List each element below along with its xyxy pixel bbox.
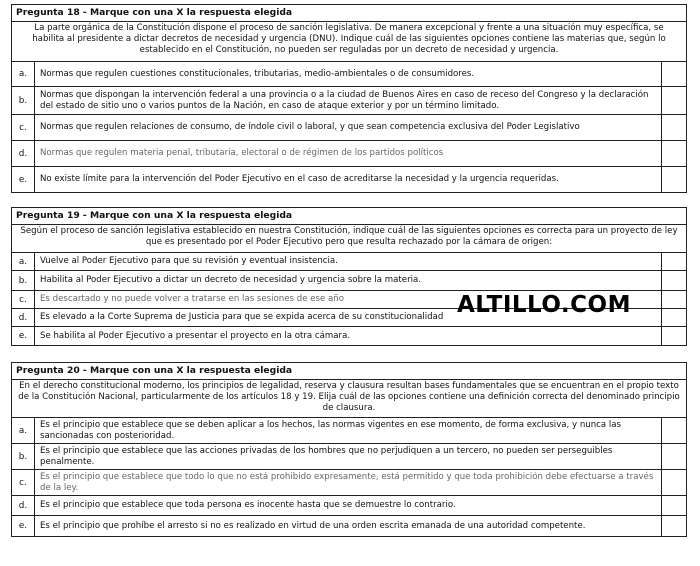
option-letter: e. bbox=[12, 516, 35, 536]
option-text: Es descartado y no puede volver a tratarse en las sesiones de ese año bbox=[35, 291, 662, 308]
option-letter: b. bbox=[12, 444, 35, 469]
option-row bbox=[12, 516, 686, 536]
answer-box[interactable] bbox=[662, 62, 686, 86]
answer-box[interactable] bbox=[662, 167, 686, 192]
question-19 bbox=[11, 207, 687, 346]
option-text: Es el principio que establece que se deben aplicar a los hechos, las normas vigentes en ese momento, de forma exclusiva, y nunca las sancionadas con posterioridad. bbox=[35, 418, 662, 443]
answer-box[interactable] bbox=[662, 115, 686, 140]
answer-box[interactable] bbox=[662, 496, 686, 515]
answer-box[interactable] bbox=[662, 253, 686, 270]
answer-box[interactable] bbox=[662, 418, 686, 443]
option-row bbox=[12, 253, 686, 271]
answer-box[interactable] bbox=[662, 271, 686, 290]
option-text: No existe límite para la intervención del Poder Ejecutivo en el caso de acreditarse la necesidad y la urgencia requeridas. bbox=[35, 167, 662, 192]
option-letter: a. bbox=[12, 253, 35, 270]
option-text: Es elevado a la Corte Suprema de Justicia para que se expida acerca de su constitucionalidad bbox=[35, 309, 662, 326]
answer-box[interactable] bbox=[662, 470, 686, 495]
option-row bbox=[12, 141, 686, 167]
option-letter: b. bbox=[12, 87, 35, 114]
option-letter: d. bbox=[12, 141, 35, 166]
option-letter: b. bbox=[12, 271, 35, 290]
option-row bbox=[12, 87, 686, 115]
question-intro: En el derecho constitucional moderno, los principios de legalidad, reserva y clausura resultan bases fundamentales que se encuentran en el propio texto de la Constitución Nacional, particularmente de los artículos 18 y 19. Elija cuál de las opciones contiene una definición correcta del denominado principio de clausura. bbox=[12, 380, 686, 418]
option-letter: e. bbox=[12, 167, 35, 192]
option-letter: a. bbox=[12, 418, 35, 443]
answer-box[interactable] bbox=[662, 141, 686, 166]
option-row bbox=[12, 470, 686, 496]
question-title: Pregunta 18 - Marque con una X la respuesta elegida bbox=[12, 5, 686, 22]
question-title: Pregunta 20 - Marque con una X la respuesta elegida bbox=[12, 363, 686, 380]
option-row bbox=[12, 444, 686, 470]
question-20 bbox=[11, 362, 687, 537]
option-letter: c. bbox=[12, 470, 35, 495]
answer-box[interactable] bbox=[662, 516, 686, 536]
answer-box[interactable] bbox=[662, 291, 686, 308]
option-text: Es el principio que establece que toda persona es inocente hasta que se demuestre lo contrario. bbox=[35, 496, 662, 515]
answer-box[interactable] bbox=[662, 87, 686, 114]
question-intro: Según el proceso de sanción legislativa establecido en nuestra Constitución, indique cuál de las siguientes opciones es correcta para un proyecto de ley que es presentado por el Poder Ejecutivo pero que resulta rechazado por la cámara de origen: bbox=[12, 225, 686, 253]
option-text: Normas que regulen relaciones de consumo, de índole civil o laboral, y que sean competencia exclusiva del Poder Legislativo bbox=[35, 115, 662, 140]
option-letter: d. bbox=[12, 309, 35, 326]
answer-box[interactable] bbox=[662, 309, 686, 326]
option-text: Normas que regulen cuestiones constitucionales, tributarias, medio-ambientales o de consumidores. bbox=[35, 62, 662, 86]
option-letter: a. bbox=[12, 62, 35, 86]
option-text: Es el principio que establece que todo lo que no está prohibido expresamente, está permitido y que toda prohibición debe efectuarse a través de la ley. bbox=[35, 470, 662, 495]
watermark: ALTILLO.COM bbox=[457, 292, 631, 318]
option-row bbox=[12, 327, 686, 345]
option-letter: e. bbox=[12, 327, 35, 345]
option-text: Normas que regulen materia penal, tributaria, electoral o de régimen de los partidos políticos bbox=[35, 141, 662, 166]
option-text: Es el principio que establece que las acciones privadas de los hombres que no perjudiquen a un tercero, no pueden ser perseguibles penalmente. bbox=[35, 444, 662, 469]
answer-box[interactable] bbox=[662, 444, 686, 469]
option-row bbox=[12, 271, 686, 291]
option-row bbox=[12, 62, 686, 87]
option-text: Se habilita al Poder Ejecutivo a presentar el proyecto en la otra cámara. bbox=[35, 327, 662, 345]
option-letter: d. bbox=[12, 496, 35, 515]
option-text: Normas que dispongan la intervención federal a una provincia o a la ciudad de Buenos Aires en caso de receso del Congreso y la declaración del estado de sitio uno o varios puntos de la Nación, en caso de ataque exterior y por un término limitado. bbox=[35, 87, 662, 114]
option-text: Es el principio que prohíbe el arresto si no es realizado en virtud de una orden escrita emanada de una autoridad competente. bbox=[35, 516, 662, 536]
option-text: Habilita al Poder Ejecutivo a dictar un decreto de necesidad y urgencia sobre la materia. bbox=[35, 271, 662, 290]
question-title: Pregunta 19 - Marque con una X la respuesta elegida bbox=[12, 208, 686, 225]
option-row bbox=[12, 167, 686, 192]
option-letter: c. bbox=[12, 291, 35, 308]
option-text: Vuelve al Poder Ejecutivo para que su revisión y eventual insistencia. bbox=[35, 253, 662, 270]
option-row bbox=[12, 418, 686, 444]
question-intro: La parte orgánica de la Constitución dispone el proceso de sanción legislativa. De manera excepcional y frente a una situación muy específica, se habilita al presidente a dictar decretos de necesidad y urgencia (DNU). Indique cuál de las siguientes opciones contiene las materias que, según lo establecido en el Constitución, no pueden ser reguladas por un decreto de necesidad y urgencia. bbox=[12, 22, 686, 62]
option-letter: c. bbox=[12, 115, 35, 140]
option-row bbox=[12, 496, 686, 516]
option-row bbox=[12, 115, 686, 141]
question-18 bbox=[11, 4, 687, 193]
answer-box[interactable] bbox=[662, 327, 686, 345]
